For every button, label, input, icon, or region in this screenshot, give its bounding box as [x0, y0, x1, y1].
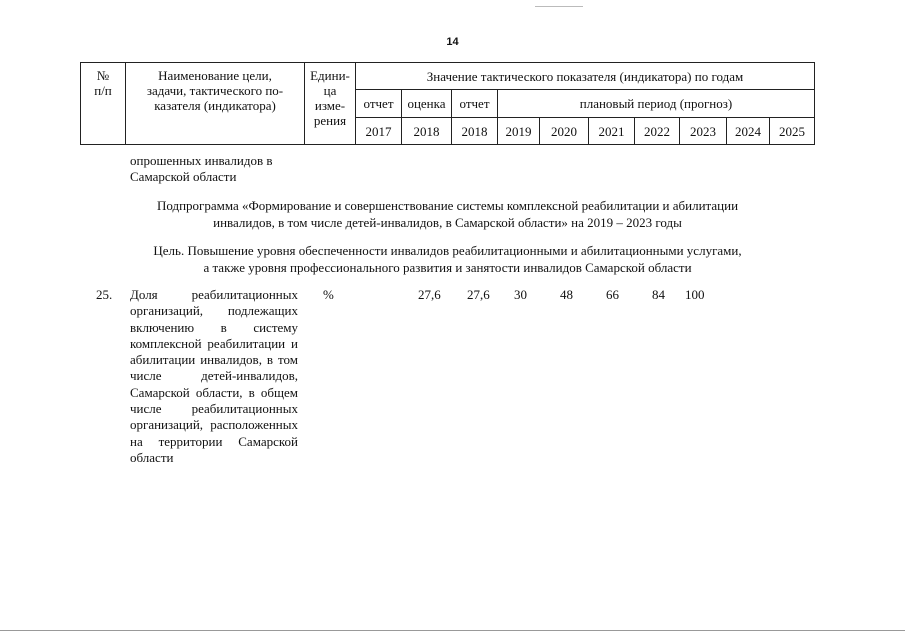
subprogram-title: Подпрограмма «Формирование и совершенствование системы комплексной реабилитации и абилитации инвалидов, в том числе детей-инвалидов, в Самарской области» на 2019 – 2023 годы [156, 198, 739, 230]
year-cell: 2018 [452, 118, 498, 145]
value-2022: 84 [652, 287, 665, 302]
value-2021: 66 [606, 287, 619, 302]
header-sub-forecast: плановый период (прогноз) [498, 90, 815, 118]
year-cell: 2021 [589, 118, 635, 145]
year-cell: 2020 [540, 118, 589, 145]
year-cell: 2022 [635, 118, 680, 145]
header-sub-report-2018: отчет [452, 90, 498, 118]
header-sub-estimate-2018: оценка [402, 90, 452, 118]
year-cell: 2018 [402, 118, 452, 145]
header-name-cell: Наименование цели, задачи, тактического по- казателя (индикатора) [126, 63, 305, 145]
scan-artifact-line [535, 6, 583, 7]
value-2018-estimate: 27,6 [418, 287, 441, 302]
year-cell: 2023 [680, 118, 727, 145]
scan-bottom-edge [0, 630, 905, 631]
header-sub-report-2017: отчет [356, 90, 402, 118]
value-2019: 30 [514, 287, 527, 302]
header-num-cell: № п/п [81, 63, 126, 145]
header-unit-cell: Едини- ца изме- рения [305, 63, 356, 145]
year-cell: 2024 [727, 118, 770, 145]
value-2023: 100 [685, 287, 705, 302]
indicator-name: Доля реабилитационных организаций, подлежащих включению в систему комплексной реабилитации и абилитации инвалидов, в том числе детей-инвалидов, Самарской области, в общем числе реабилитационных организаций, расположенных на территории Самарской области [130, 287, 298, 465]
year-cell: 2019 [498, 118, 540, 145]
row-number: 25. [96, 287, 113, 302]
unit-value: % [323, 287, 334, 302]
year-cell: 2017 [356, 118, 402, 145]
page-number: 14 [446, 36, 459, 48]
goal-title: Цель. Повышение уровня обеспеченности инвалидов реабилитационными и абилитационными услугами, а также уровня профессионального развития и занятости инвалидов Самарской области [153, 243, 742, 275]
header-table [80, 62, 815, 145]
header-value-title: Значение тактического показателя (индикатора) по годам [356, 63, 815, 90]
continuation-text: опрошенных инвалидов в Самарской области [130, 153, 273, 184]
value-2020: 48 [560, 287, 573, 302]
year-cell: 2025 [770, 118, 815, 145]
value-2018-report: 27,6 [467, 287, 490, 302]
